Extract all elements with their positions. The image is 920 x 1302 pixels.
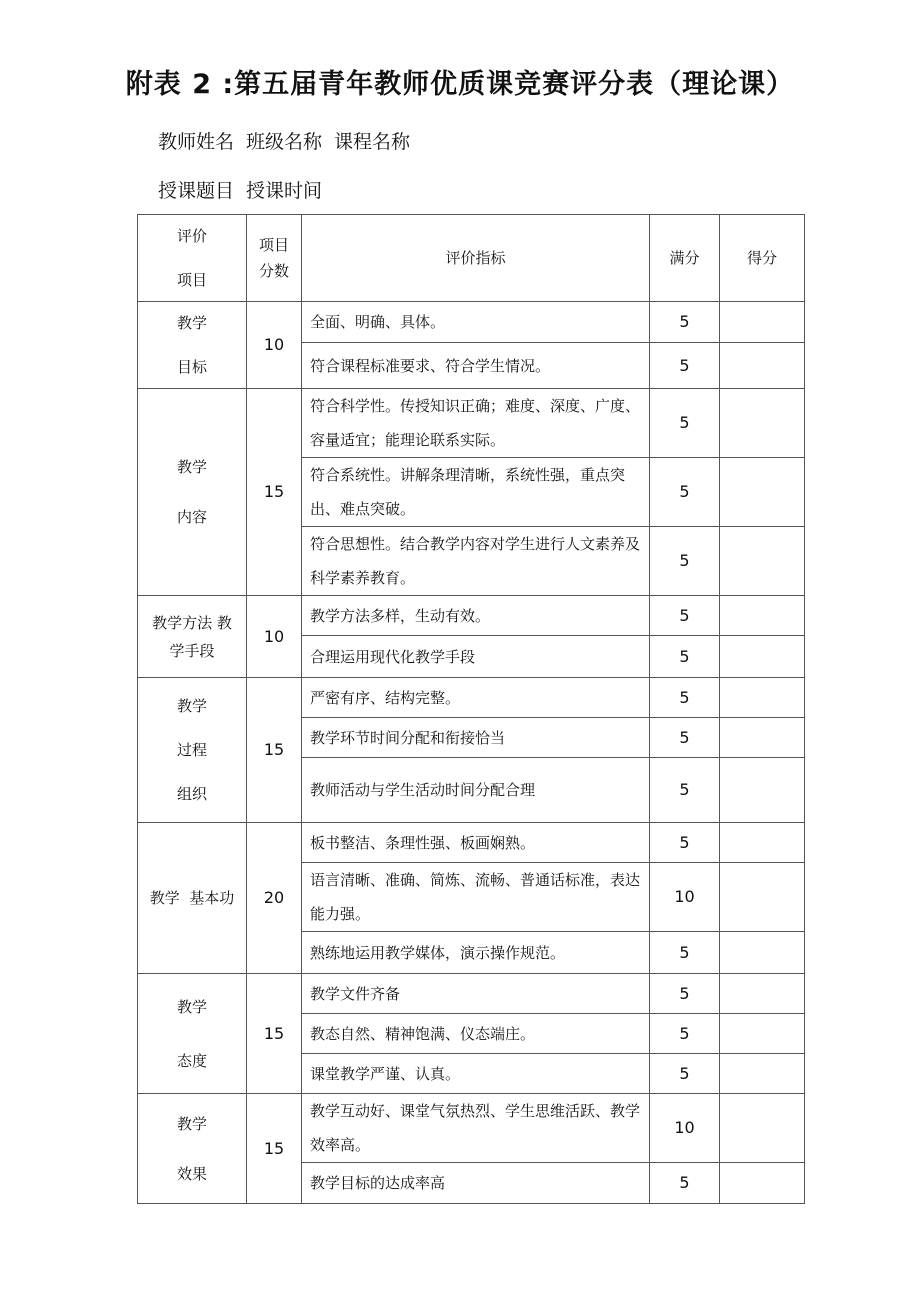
obtained-score-cell[interactable] [720,527,805,596]
item-points-cell: 15 [247,389,302,596]
category-label: 态度 [176,1051,207,1070]
header-obtained-score: 得分 [720,215,805,302]
header-points [247,215,302,302]
obtained-score-cell[interactable] [720,758,805,823]
criteria-cell: 语言清晰、准确、简炼、流畅、普通话标准，表达能力强。 [302,863,650,932]
category-label: 教学 [176,314,207,332]
category-label: 过程 [176,741,207,759]
lesson-topic-label: 授课题目 [158,180,235,202]
full-score-cell: 10 [650,1094,720,1163]
table-row [138,1094,805,1163]
category-label: 教学方法 教 [152,613,232,632]
category-label: 教学 [176,997,207,1016]
criteria-cell: 符合系统性。讲解条理清晰，系统性强，重点突出、难点突破。 [302,458,650,527]
header-points-line: 项目 [258,236,289,254]
table-row [138,596,805,636]
obtained-score-cell[interactable] [720,974,805,1014]
obtained-score-cell[interactable] [720,1054,805,1094]
item-points-cell: 10 [247,302,302,389]
item-points-cell: 15 [247,678,302,823]
criteria-cell: 全面、明确、具体。 [302,302,650,343]
criteria-cell: 教学文件齐备 [302,974,650,1014]
category-label: 教学 [176,458,207,476]
category-label: 教学 [176,1114,207,1133]
full-score-cell: 5 [650,823,720,863]
table-row [138,389,805,458]
category-label: 教学 基本功 [149,889,235,907]
page-title: 附表 2 :第五届青年教师优质课竞赛评分表（理论课） [125,69,795,100]
obtained-score-cell[interactable] [720,458,805,527]
obtained-score-cell[interactable] [720,1014,805,1054]
full-score-cell: 5 [650,974,720,1014]
obtained-score-cell[interactable] [720,343,805,389]
obtained-score-cell[interactable] [720,678,805,718]
obtained-score-cell[interactable] [720,1163,805,1204]
criteria-cell: 教学目标的达成率高 [302,1163,650,1204]
criteria-cell: 课堂教学严谨、认真。 [302,1054,650,1094]
header-category-line: 评价 [176,227,207,245]
class-name-label: 班级名称 [246,131,323,153]
criteria-cell: 教态自然、精神饱满、仪态端庄。 [302,1014,650,1054]
category-cell [138,678,247,823]
full-score-cell: 5 [650,932,720,974]
teacher-name-label: 教师姓名 [158,131,235,153]
header-category [138,215,247,302]
category-label: 学手段 [169,641,215,660]
category-label: 效果 [176,1164,207,1183]
category-cell [138,1094,247,1204]
criteria-cell: 板书整洁、条理性强、板画娴熟。 [302,823,650,863]
full-score-cell: 5 [650,343,720,389]
criteria-cell: 熟练地运用教学媒体，演示操作规范。 [302,932,650,974]
category-cell [138,596,247,678]
item-points-cell: 10 [247,596,302,678]
full-score-cell: 5 [650,758,720,823]
obtained-score-cell[interactable] [720,1094,805,1163]
category-cell [138,389,247,596]
full-score-cell: 5 [650,718,720,758]
obtained-score-cell[interactable] [720,863,805,932]
full-score-cell: 5 [650,1054,720,1094]
full-score-cell: 5 [650,1014,720,1054]
full-score-cell: 5 [650,636,720,678]
course-name-label: 课程名称 [334,131,411,153]
category-label: 目标 [176,358,207,376]
full-score-cell: 5 [650,1163,720,1204]
category-label: 教学 [176,697,207,715]
category-label: 组织 [176,785,207,803]
obtained-score-cell[interactable] [720,932,805,974]
category-cell [138,302,247,389]
criteria-cell: 严密有序、结构完整。 [302,678,650,718]
criteria-cell: 符合思想性。结合教学内容对学生进行人文素养及科学素养教育。 [302,527,650,596]
header-points-line: 分数 [258,262,289,280]
full-score-cell: 5 [650,389,720,458]
table-row [138,302,805,343]
table-row [138,823,805,863]
header-criteria: 评价指标 [302,215,650,302]
obtained-score-cell[interactable] [720,636,805,678]
teacher-info-line [158,127,422,154]
table-row [138,678,805,718]
category-label: 内容 [176,508,207,526]
header-full-score: 满分 [650,215,720,302]
table-header-row [138,215,805,302]
category-cell [138,974,247,1094]
item-points-cell: 20 [247,823,302,974]
criteria-cell: 教学互动好、课堂气氛热烈、学生思维活跃、教学效率高。 [302,1094,650,1163]
full-score-cell: 5 [650,596,720,636]
item-points-cell: 15 [247,974,302,1094]
criteria-cell: 教学方法多样，生动有效。 [302,596,650,636]
criteria-cell: 教师活动与学生活动时间分配合理 [302,758,650,823]
criteria-cell: 合理运用现代化教学手段 [302,636,650,678]
full-score-cell: 5 [650,458,720,527]
full-score-cell: 5 [650,527,720,596]
obtained-score-cell[interactable] [720,718,805,758]
full-score-cell: 5 [650,678,720,718]
scoring-table [137,214,805,1204]
full-score-cell: 5 [650,302,720,343]
criteria-cell: 符合课程标准要求、符合学生情况。 [302,343,650,389]
lesson-info-line [158,176,334,203]
item-points-cell: 15 [247,1094,302,1204]
obtained-score-cell[interactable] [720,823,805,863]
obtained-score-cell[interactable] [720,596,805,636]
category-cell [138,823,247,974]
criteria-cell: 符合科学性。传授知识正确；难度、深度、广度、容量适宜；能理论联系实际。 [302,389,650,458]
lesson-time-label: 授课时间 [246,180,323,202]
full-score-cell: 10 [650,863,720,932]
header-category-line: 项目 [176,271,207,289]
obtained-score-cell[interactable] [720,389,805,458]
criteria-cell: 教学环节时间分配和衔接恰当 [302,718,650,758]
table-row [138,974,805,1014]
obtained-score-cell[interactable] [720,302,805,343]
